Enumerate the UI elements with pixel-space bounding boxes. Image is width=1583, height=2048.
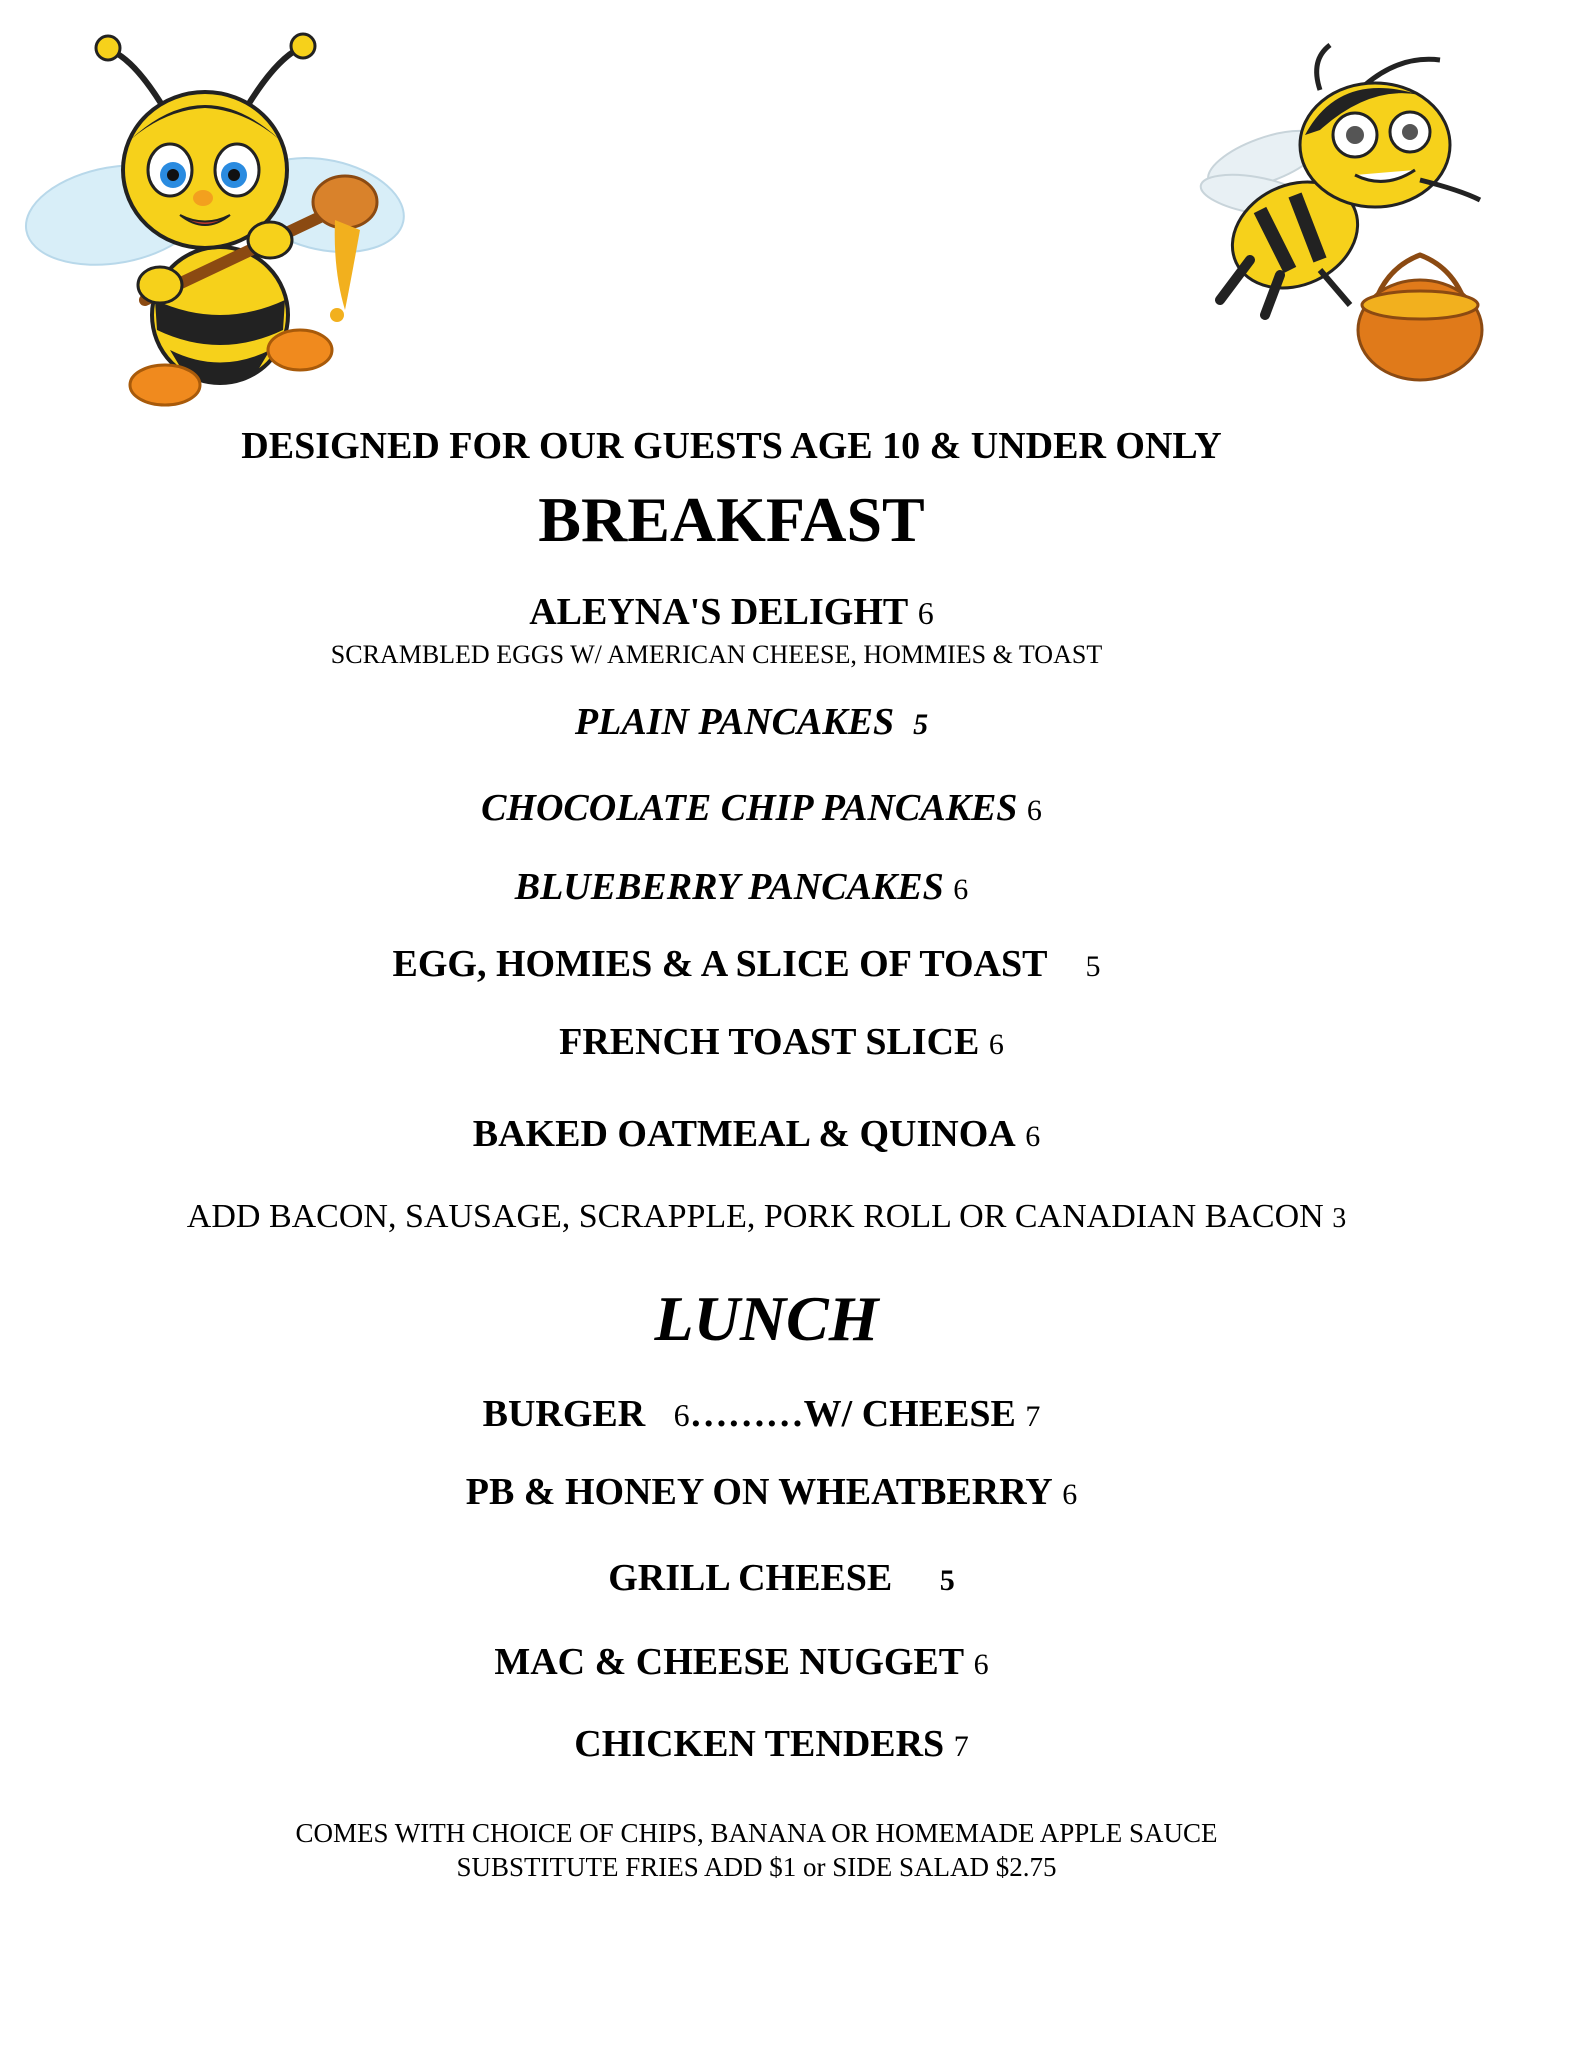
item-name: GRILL CHEESE <box>608 1557 893 1599</box>
item-name: MAC & CHEESE NUGGET <box>494 1641 965 1683</box>
item-name: BAKED OATMEAL & QUINOA <box>472 1113 1016 1155</box>
menu-item-burger <box>0 1392 1553 1436</box>
item-price: 6 <box>1025 1120 1041 1153</box>
item-name: BLUEBERRY PANCAKES <box>514 866 944 908</box>
item-price: 6 <box>1062 1478 1078 1511</box>
item-name: BURGER <box>482 1393 646 1435</box>
age-notice: DESIGNED FOR OUR GUESTS AGE 10 & UNDER ONLY <box>241 425 1222 467</box>
lunch-sides-note: COMES WITH CHOICE OF CHIPS, BANANA OR HOMEMADE APPLE SAUCE <box>295 1818 1218 1848</box>
item-price: 5 <box>913 708 929 741</box>
menu-item-baked-oatmeal-quinoa <box>0 1112 1548 1156</box>
item-price: 6 <box>988 1028 1004 1061</box>
add-on-price: 3 <box>1332 1203 1347 1234</box>
item-name: CHOCOLATE CHIP PANCAKES <box>481 787 1018 829</box>
cheese-option-label: W/ CHEESE <box>803 1393 1016 1435</box>
item-name: FRENCH TOAST SLICE <box>559 1021 980 1063</box>
menu-item-egg-homies-toast <box>0 942 1538 986</box>
item-price: 6 <box>953 873 969 906</box>
bee-carrying-honey-pot-image <box>1170 40 1490 400</box>
item-price: 7 <box>953 1730 969 1763</box>
leader-dots: ……… <box>689 1393 804 1435</box>
add-on-text: ADD BACON, SAUSAGE, SCRAPPLE, PORK ROLL OR CANADIAN BACON <box>186 1198 1324 1235</box>
item-name: ALEYNA'S DELIGHT <box>529 591 909 633</box>
menu-item-pb-honey <box>0 1470 1563 1514</box>
item-name: EGG, HOMIES & A SLICE OF TOAST <box>392 943 1048 985</box>
cheese-option-price: 7 <box>1025 1400 1041 1433</box>
breakfast-add-on <box>0 1198 1558 1236</box>
bee-with-honey-dipper-image <box>15 30 405 415</box>
menu-item-blueberry-pancakes <box>0 865 1533 909</box>
menu-item-grill-cheese <box>0 1556 1573 1600</box>
item-name: PLAIN PANCAKES <box>574 701 895 743</box>
menu-item-chicken-tenders <box>0 1722 1563 1766</box>
menu-item-chocolate-chip-pancakes <box>0 786 1553 830</box>
item-price: 6 <box>673 1397 690 1433</box>
menu-item-plain-pancakes <box>0 700 1543 744</box>
lunch-substitute-note: SUBSTITUTE FRIES ADD $1 or SIDE SALAD $2.75 <box>456 1852 1057 1882</box>
item-description: SCRAMBLED EGGS W/ AMERICAN CHEESE, HOMMIES & TOAST <box>330 640 1103 669</box>
menu-item-french-toast-slice <box>0 1020 1573 1064</box>
item-price: 6 <box>973 1648 989 1681</box>
item-price: 6 <box>1026 794 1042 827</box>
item-price: 6 <box>917 595 934 631</box>
item-price: 5 <box>939 1564 955 1597</box>
item-name: CHICKEN TENDERS <box>574 1723 945 1765</box>
menu-item-aleynas-delight <box>0 590 1523 634</box>
menu-item-mac-cheese-nugget <box>0 1640 1533 1684</box>
item-price: 5 <box>1085 950 1101 983</box>
breakfast-heading: BREAKFAST <box>538 484 925 555</box>
lunch-heading: LUNCH <box>654 1283 879 1354</box>
item-name: PB & HONEY ON WHEATBERRY <box>465 1471 1053 1513</box>
